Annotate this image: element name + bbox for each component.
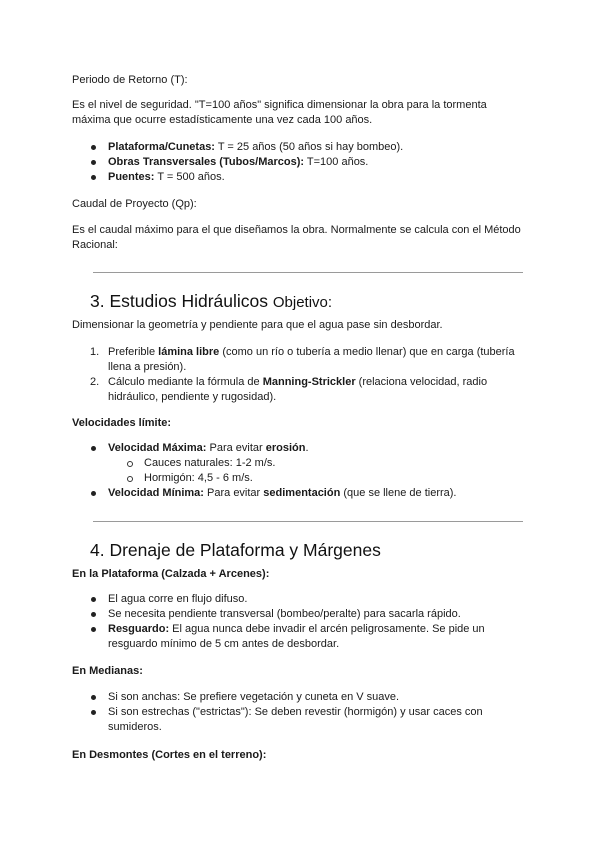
desmontes-title: En Desmontes (Cortes en el terreno):	[72, 749, 267, 761]
list-item: Velocidad Máxima: Para evitar erosión. Cauces naturales: 1-2 m/s. Hormigón: 4,5 - 6 m/s.	[90, 441, 530, 486]
divider	[93, 521, 523, 522]
section-3-intro: Dimensionar la geometría y pendiente para que el agua pase sin desbordar.	[72, 319, 443, 331]
objective-label: Objetivo:	[272, 294, 333, 311]
list-item: Velocidad Mínima: Para evitar sedimentación (que se llene de tierra).	[90, 486, 530, 501]
list-item: Se necesita pendiente transversal (bombeo/peralte) para sacarla rápido.	[90, 607, 530, 622]
list-item: 1. Preferible lámina libre (como un río o tubería a medio llenar) que en carga (tubería llena a presión).	[90, 346, 515, 373]
hydraulic-steps-list	[90, 345, 530, 405]
velocity-list	[90, 441, 530, 501]
periodo-list	[90, 140, 530, 185]
list-item: Si son estrechas ("estrictas"): Se deben revestir (hormigón) y usar caces con sumideros.	[90, 705, 530, 735]
medianas-title: En Medianas:	[72, 665, 143, 677]
list-item: Plataforma/Cunetas: T = 25 años (50 años si hay bombeo).	[90, 140, 530, 155]
list-item: Cauces naturales: 1-2 m/s.	[126, 456, 548, 471]
medianas-list	[90, 690, 530, 735]
list-item: Obras Transversales (Tubos/Marcos): T=100 años.	[90, 155, 530, 170]
list-item: Hormigón: 4,5 - 6 m/s.	[126, 471, 548, 486]
list-item: Resguardo: El agua nunca debe invadir el arcén peligrosamente. Se pide un resguardo mínimo de 5 cm antes de desbordar.	[90, 622, 530, 652]
list-item: 2. Cálculo mediante la fórmula de Manning-Strickler (relaciona velocidad, radio hidráulico, pendiente y rugosidad).	[90, 376, 488, 403]
list-item: Puentes: T = 500 años.	[90, 170, 530, 185]
list-item: El agua corre en flujo difuso.	[90, 592, 530, 607]
list-item: Si son anchas: Se prefiere vegetación y cuneta en V suave.	[90, 690, 530, 705]
velocity-limits-title: Velocidades límite:	[72, 417, 172, 429]
plataforma-list	[90, 592, 530, 652]
section-3-heading: 3. Estudios Hidráulicos Objetivo:	[90, 291, 333, 311]
plataforma-title: En la Plataforma (Calzada + Arcenes):	[72, 568, 270, 580]
periodo-title: Periodo de Retorno (T):	[72, 74, 188, 86]
periodo-description: Es el nivel de seguridad. "T=100 años" significa dimensionar la obra para la tormenta máxima que ocurre estadísticamente una vez cada 100 años.	[72, 99, 487, 126]
caudal-title: Caudal de Proyecto (Qp):	[72, 198, 197, 210]
section-4-heading: 4. Drenaje de Plataforma y Márgenes	[90, 540, 381, 560]
caudal-description: Es el caudal máximo para el que diseñamos la obra. Normalmente se calcula con el Método Racional:	[72, 224, 521, 251]
divider	[93, 272, 523, 273]
max-velocity-sublist	[126, 456, 548, 486]
